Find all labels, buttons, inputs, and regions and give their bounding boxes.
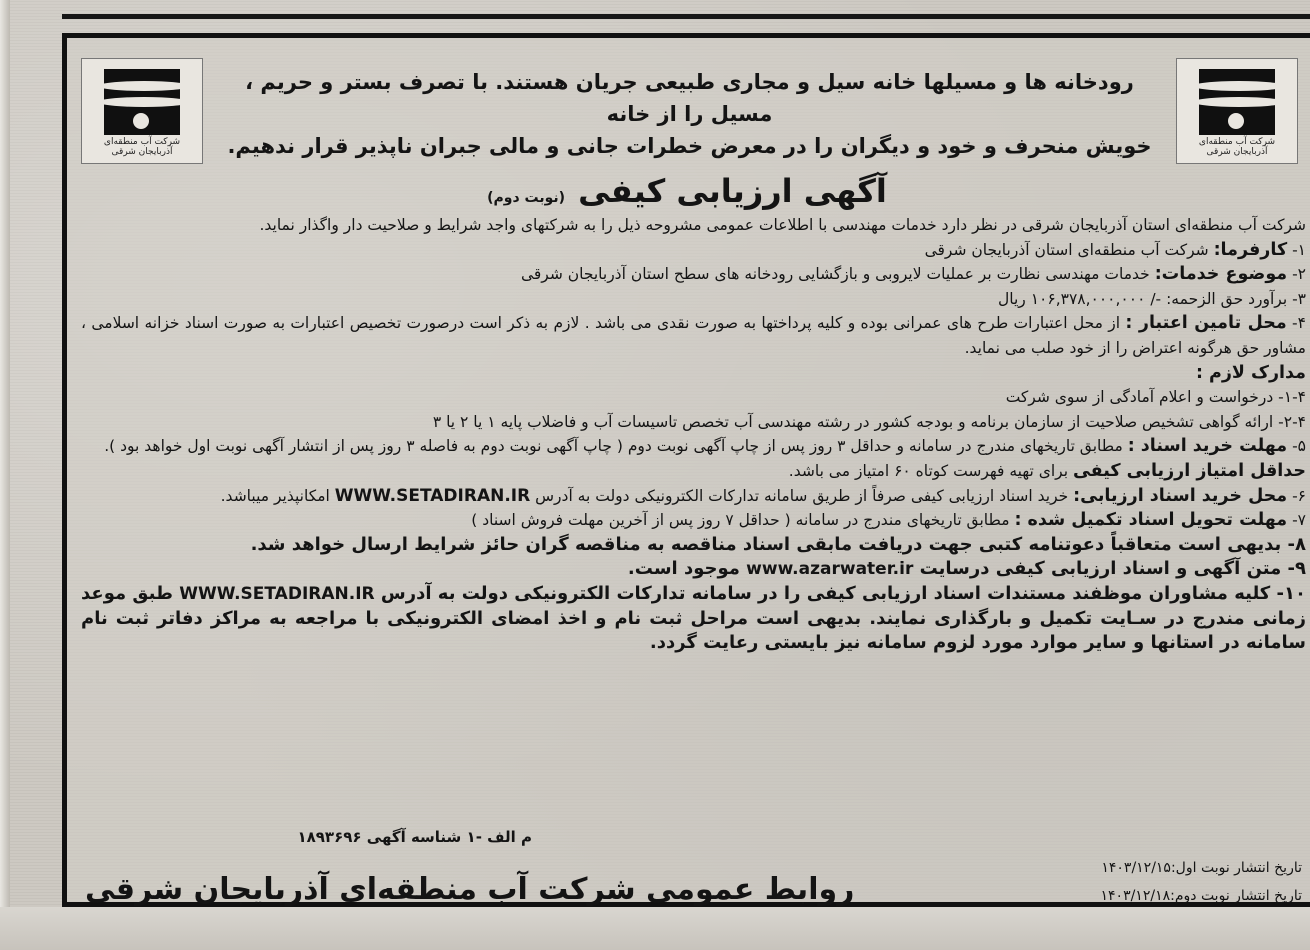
warning-line: خویش منحرف و خود و دیگران را در معرض خطرات جانی و مالی جبران ناپذیر قرار ندهیم. <box>227 134 1152 158</box>
item-upload-instructions: ۱۰- کلیه مشاوران موظفند مستندات اسناد ارزیابی کیفی را در سامانه تدارکات الکترونیکی دولت به آدرس WWW.SETADIRAN.IR طبق موعد زمانی مندرج در سـایت تکمیل و بارگذاری نمایند. بدیهی است مراحل ثبت نام و اخذ امضای الکترونیکی با مراجعه به مراکز دفاتر ثبت نام سامانه در استانها و سایر موارد مورد لزوم سامانه نیز بایستی رعایت گردد. <box>81 582 1307 654</box>
item-delivery-deadline: ۷- مهلت تحویل اسناد تکمیل شده : مطابق تاریخهای مندرج در سامانه ( حداقل ۷ روز پس از آخرین مهلت فروش اسناد ) <box>471 510 1306 531</box>
water-company-logo-icon <box>1199 69 1275 135</box>
page-bottom <box>0 907 1310 950</box>
second-publication-date: تاریخ انتشار نوبت دوم:۱۴۰۳/۱۲/۱۸ <box>1100 888 1302 904</box>
setadiran-link: WWW.SETADIRAN.IR <box>334 485 531 506</box>
page-edge <box>0 0 10 950</box>
required-documents-heading: مدارک لازم : <box>1195 362 1306 383</box>
item-employer: ۱- کارفرما: شرکت آب منطقه‌ای استان آذربایجان شرقی <box>924 239 1306 260</box>
ad-identifier: م الف -۱ شناسه آگهی ۱۸۹۳۶۹۶ <box>297 828 532 846</box>
document-item: ۱-۴- درخواست و اعلام آمادگی از سوی شرکت <box>1005 388 1306 407</box>
first-publication-date: تاریخ انتشار نوبت اول:۱۴۰۳/۱۲/۱۵ <box>1101 860 1302 876</box>
warning-notice <box>217 66 1162 162</box>
advertisement-frame <box>62 33 1310 907</box>
item-purchase-deadline: ۵- مهلت خرید اسناد : مطابق تاریخهای مندرج در سامانه و حداقل ۳ روز پس از چاپ آگهی نوبت دوم ( چاپ آگهی نوبت دوم به فاصله ۳ روز پس از انتشار آگهی نوبت اول خواهد بود ). <box>104 436 1306 457</box>
company-logo-left <box>81 58 203 164</box>
company-logo-right <box>1176 58 1298 164</box>
water-company-logo-icon <box>104 69 180 135</box>
logo-caption: شرکت آب منطقه‌ای آذربایجان شرقی <box>1198 137 1276 157</box>
logo-caption: شرکت آب منطقه‌ای آذربایجان شرقی <box>103 137 181 157</box>
top-rule <box>62 0 1310 19</box>
publication-dates <box>1101 854 1302 910</box>
page-title <box>427 172 947 210</box>
intro-paragraph: شرکت آب منطقه‌ای استان آذربایجان شرقی در نظر دارد خدمات مهندسی با اطلاعات عمومی مشروحه ذیل را به شرکتهای واجد شرایط و صلاحیت دار واگذار نماید. <box>259 216 1306 234</box>
item-service-subject: ۲- موضوع خدمات: خدمات مهندسی نظارت بر عملیات لایروبی و بازگشایی رودخانه های سطح استان آذربایجان شرقی <box>520 264 1306 285</box>
advertisement-body <box>81 213 1306 656</box>
item-website: ۹- متن آگهی و اسناد ارزیابی کیفی درسایت www.azarwater.ir موجود است. <box>627 558 1306 580</box>
title-main: آگهی ارزیابی کیفی <box>578 172 887 210</box>
title-subtitle: (نوبت دوم) <box>487 190 566 206</box>
item-purchase-location: ۶- محل خرید اسناد ارزیابی: خرید اسناد ارزیابی کیفی صرفاً از طریق سامانه تدارکات الکترونیکی دولت به آدرس WWW.SETADIRAN.IR امکانپذیر میباشد. <box>220 485 1306 506</box>
azarwater-link: www.azarwater.ir <box>746 559 914 580</box>
public-relations-signature: روابط عمومی شرکت آب منطقه‌ای آذربایجان شرقی <box>85 872 855 907</box>
setadiran-link: WWW.SETADIRAN.IR <box>179 583 375 604</box>
item-funding-source: ۴- محل تامین اعتبار : از محل اعتبارات طرح های عمرانی بوده و کلیه پرداختها به صورت نقدی می باشد . لازم به ذکر است درصورت تخصیص اعتبارات به صورت اسناد خزانه اسلامی ، مشاور حق هرگونه اعتراض را از خود صلب می نماید. <box>81 313 1306 357</box>
item-invitation: ۸- بدیهی است متعاقباً دعوتنامه کتبی جهت دریافت مابقی اسناد مناقصه به مناقصه گران حائز شرایط ارسال خواهد شد. <box>250 533 1306 555</box>
document-item: ۲-۴- ارائه گواهی تشخیص صلاحیت از سازمان برنامه و بودجه کشور در رشته مهندسی آب تخصص تاسیسات آب و فاضلاب پایه ۱ یا ۲ یا ۳ <box>432 412 1306 431</box>
warning-line: رودخانه ها و مسیلها خانه سیل و مجاری طبیعی جریان هستند. با تصرف بستر و حریم ، مسیل را از خانه <box>245 70 1134 126</box>
item-fee-estimate: ۳- برآورد حق الزحمه: -/ ۱۰۶,۳۷۸,۰۰۰,۰۰۰ ریال <box>998 289 1306 308</box>
minimum-score: حداقل امتیاز ارزیابی کیفی برای تهیه فهرست کوتاه ۶۰ امتیاز می باشد. <box>788 460 1306 481</box>
